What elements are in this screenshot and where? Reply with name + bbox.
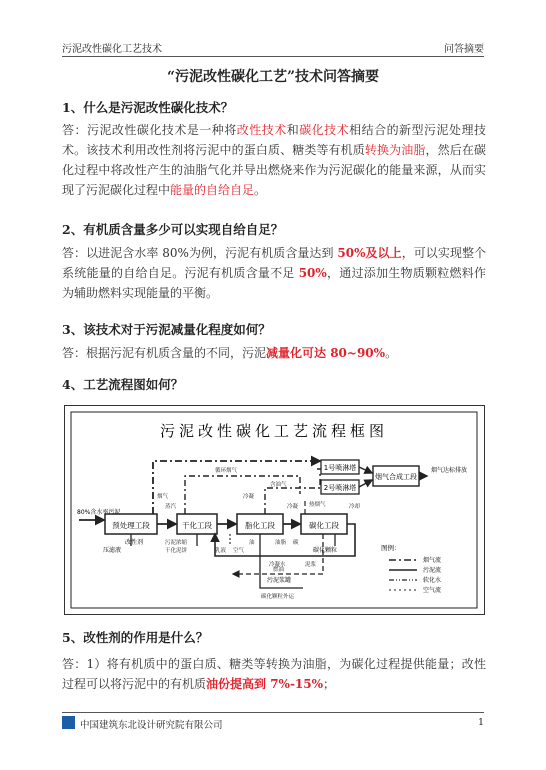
answer-segment: 能量的自给自足	[170, 183, 255, 197]
footer-rule	[62, 712, 484, 713]
question-2: 2、有机质含量多少可以实现自给自足？	[62, 222, 284, 237]
svg-text:冷凝: 冷凝	[243, 494, 255, 500]
answer-segment: ；	[323, 677, 336, 691]
header-right: 问答摘要	[444, 44, 484, 55]
svg-text:烟气: 烟气	[157, 494, 169, 500]
box-lipidization-label: 脂化工段	[245, 521, 275, 530]
dosing-label: 改性剂	[125, 539, 144, 546]
diagram-legend	[381, 543, 441, 594]
char-label: 碳化颗粒	[313, 547, 338, 554]
svg-text:油: 油	[249, 540, 255, 546]
answer-5	[62, 654, 486, 694]
answer-segment: 相结合的新型污泥处理技术。该技术利用改性剂将污泥中的蛋白质、糖类等有机质	[62, 123, 486, 157]
svg-text:干化泥饼: 干化泥饼	[165, 548, 188, 554]
document-title: “污泥改性碳化工艺”技术问答摘要	[166, 69, 380, 85]
svg-text:循环烟气: 循环烟气	[215, 468, 238, 474]
answer-segment: ，通过添加生物质颗粒燃料作为辅助燃料实现能量的平衡。	[62, 266, 486, 300]
answer-1	[62, 120, 486, 200]
svg-text:含油气: 含油气	[270, 482, 287, 488]
svg-text:空气: 空气	[233, 548, 245, 554]
footer-organization: 中国建筑东北设计研究院有限公司	[80, 720, 223, 731]
answer-segment: 转换为油脂	[364, 143, 426, 157]
svg-text:冷凝水: 冷凝水	[269, 562, 286, 568]
question-1: 1、什么是污泥改性碳化技术？	[62, 100, 234, 115]
diagram-title: 污泥改性碳化工艺流程框图	[159, 422, 389, 440]
svg-text:油脂: 油脂	[275, 540, 287, 546]
answer-segment: 。	[385, 346, 398, 360]
svg-text:碳: 碳	[293, 540, 299, 546]
answer-segment: 和	[286, 123, 300, 137]
answer-3	[62, 343, 486, 363]
svg-text:污泥浓缩: 污泥浓缩	[165, 540, 188, 546]
header-left: 污泥改性碳化工艺技术	[62, 44, 162, 55]
answer-segment: 答：以进泥含水率 80%为例，污泥有机质含量达到	[62, 246, 338, 260]
question-5: 5、改性剂的作用是什么？	[62, 630, 209, 645]
answer-segment: 50%	[298, 266, 327, 280]
company-logo-icon	[62, 716, 75, 729]
answer-segment: 答：根据污泥有机质含量的不同，污泥	[62, 346, 267, 360]
answer-segment: ，然后在碳化过程中将改性产生的油脂气化并导出燃烧来作为污泥碳化的能量来源，从而实现了污泥碳化过程中	[62, 143, 486, 197]
box-drying-label: 干化工段	[182, 521, 212, 530]
svg-text:软化水: 软化水	[423, 577, 442, 584]
answer-segment: 碳化技术	[299, 123, 350, 137]
header-rule	[62, 56, 484, 57]
svg-text:图例：: 图例：	[381, 544, 401, 552]
svg-text:蒸汽: 蒸汽	[165, 504, 177, 510]
answer-segment: 答：污泥改性碳化技术是一种将	[62, 123, 237, 137]
answer-segment: 油份提高到 7%-15%	[206, 677, 324, 691]
answer-segment: 答：1）将有机质中的蛋白质、糖类等转换为油脂，为碳化过程提供能量；改性过程可以将污泥中的有机质	[62, 657, 486, 691]
input-label: 80%含水率污泥	[77, 509, 121, 516]
svg-text:泥浆: 泥浆	[305, 562, 317, 568]
press-label: 压滤液	[103, 547, 122, 554]
box-preprocess-label: 预处理工段	[112, 521, 150, 530]
answer-segment: 改性技术	[236, 123, 287, 137]
box-spray-tower-2-label: 2号喷淋塔	[323, 484, 357, 492]
box-spray-tower-1-label: 1号喷淋塔	[323, 464, 357, 472]
answer-segment: ，可以实现整个系统能量的自给自足。污泥有机质含量不足	[62, 246, 486, 280]
question-4: 4、工艺流程图如何？	[62, 377, 184, 392]
box-carbonization-label: 碳化工段	[309, 521, 339, 530]
svg-text:热烟气: 热烟气	[309, 502, 326, 508]
svg-text:乳液: 乳液	[215, 548, 227, 554]
process-flow-diagram	[64, 405, 485, 615]
answer-segment: 。	[254, 183, 267, 197]
question-3: 3、该技术对于污泥减量化程度如何？	[62, 322, 271, 337]
page-number: 1	[477, 717, 484, 728]
svg-text:空气流: 空气流	[423, 587, 442, 594]
answer-segment: 减量化可达 80~90%	[266, 346, 386, 360]
exhaust-label: 烟气达标排放	[431, 467, 468, 474]
box-flue-gas-label: 烟气合成工段	[375, 473, 417, 481]
answer-segment: 50%及以上	[337, 246, 402, 260]
tank-label: 污泥浆罐	[267, 577, 292, 584]
svg-text:烟气流: 烟气流	[423, 557, 442, 564]
svg-text:冷却: 冷却	[349, 504, 361, 510]
svg-text:污泥流: 污泥流	[423, 567, 442, 574]
svg-text:碳化颗粒外运: 碳化颗粒外运	[261, 594, 295, 600]
svg-text:燃油: 燃油	[273, 567, 285, 573]
svg-text:冷凝: 冷凝	[287, 504, 299, 510]
answer-2	[62, 243, 486, 303]
